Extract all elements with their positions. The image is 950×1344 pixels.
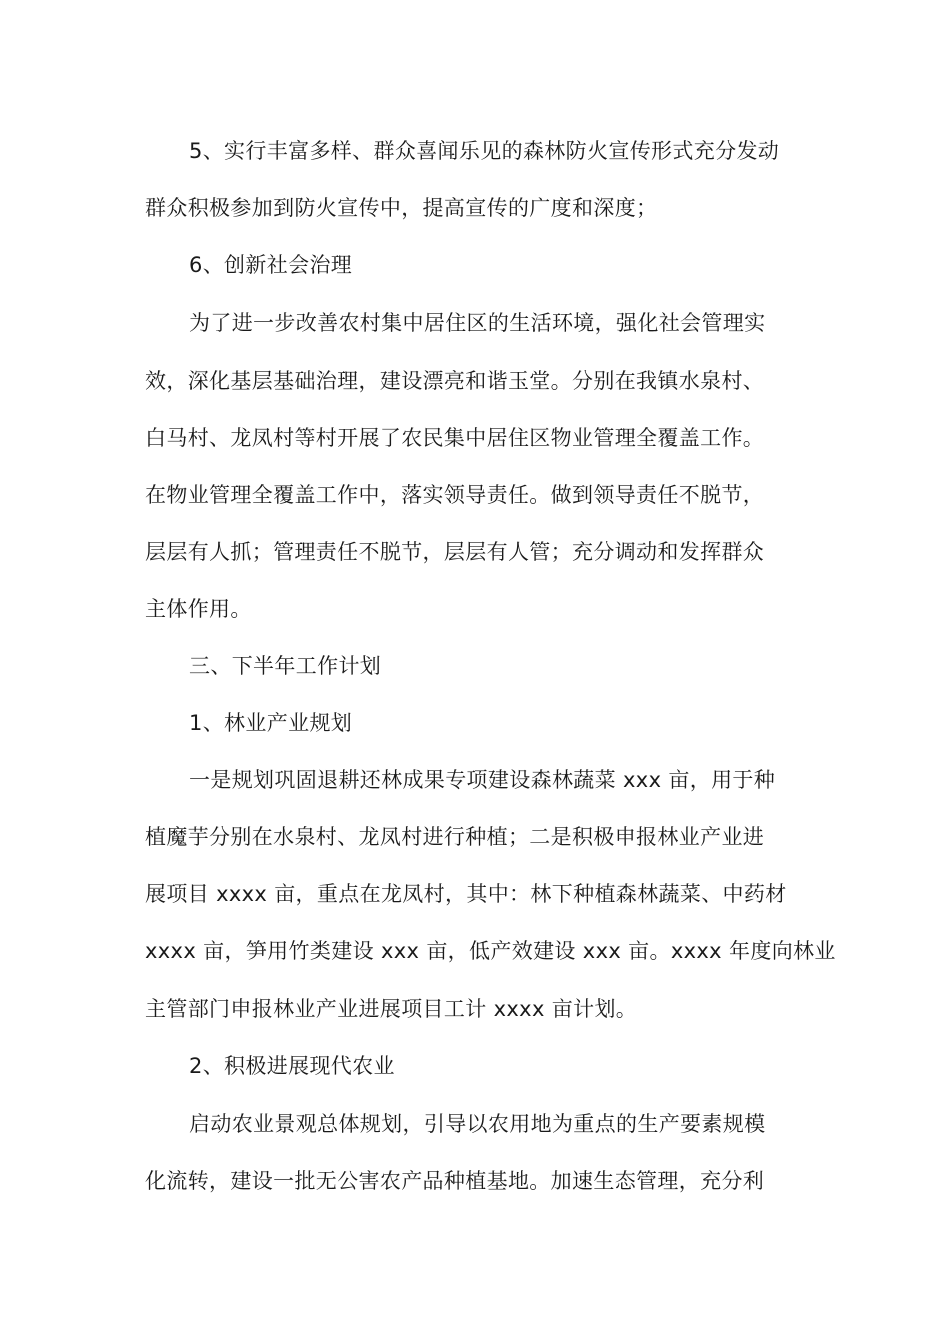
text-line: 白马村、龙凤村等村开展了农民集中居住区物业管理全覆盖工作。 [145,426,765,450]
text-line: 群众积极参加到防火宣传中，提高宣传的广度和深度； [145,196,658,220]
text-line: 主管部门申报林业产业进展项目工计 xxxx 亩计划。 [145,997,638,1021]
text-line: 展项目 xxxx 亩，重点在龙凤村，其中：林下种植森林蔬菜、中药材 [145,882,787,906]
text-line: 为了进一步改善农村集中居住区的生活环境，强化社会管理实 [189,311,766,335]
text-line: 启动农业景观总体规划，引导以农用地为重点的生产要素规模 [189,1112,766,1136]
section-heading: 三、下半年工作计划 [189,654,382,678]
section-heading: 1、林业产业规划 [189,711,353,735]
section-heading: 6、创新社会治理 [189,253,353,277]
text-line: 化流转，建设一批无公害农产品种植基地。加速生态管理，充分利 [145,1169,765,1193]
section-heading: 2、积极进展现代农业 [189,1054,395,1078]
text-line: 主体作用。 [145,597,252,621]
text-line: 植魔芋分别在水泉村、龙凤村进行种植；二是积极申报林业产业进 [145,825,765,849]
text-line: xxxx 亩，笋用竹类建设 xxx 亩，低产效建设 xxx 亩。xxxx 年度向林业 [145,939,836,963]
text-line: 在物业管理全覆盖工作中，落实领导责任。做到领导责任不脱节， [145,483,765,507]
text-line: 5、实行丰富多样、群众喜闻乐见的森林防火宣传形式充分发动 [189,139,780,163]
text-line: 层层有人抓；管理责任不脱节，层层有人管；充分调动和发挥群众 [145,540,765,564]
text-line: 一是规划巩固退耕还林成果专项建设森林蔬菜 xxx 亩，用于种 [189,768,776,792]
text-line: 效，深化基层基础治理，建设漂亮和谐玉堂。分别在我镇水泉村、 [145,369,765,393]
